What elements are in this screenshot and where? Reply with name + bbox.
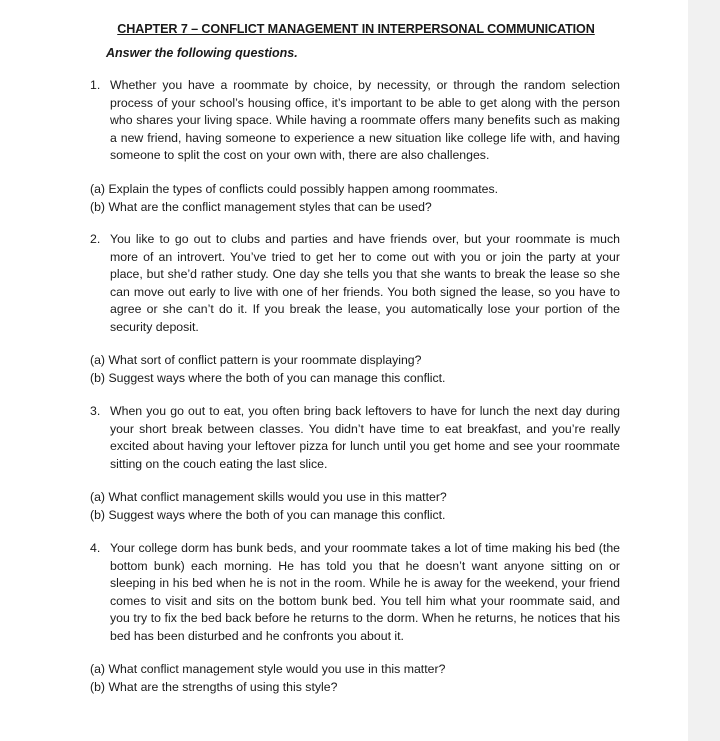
question-2-part-a: (a) What sort of conflict pattern is your roommate displaying? bbox=[90, 353, 422, 367]
question-text: You like to go out to clubs and parties and have friends over, but your roommate is much more of an introvert. You’ve tried to get her to come out with you or join the party at your place, but she’d rather study. One day she tells you that she wants to break the lease so she can move out early to live with one of her friends. You both signed the lease, so you have to agree or she can’t do it. If you break the lease, you automatically lose your portion of the security deposit. bbox=[110, 232, 620, 334]
question-text: When you go out to eat, you often bring back leftovers to have for lunch the next day during your short break between classes. You didn’t have time to eat breakfast, and you’re really excited about having your leftover pizza for lunch until you get home and see your roommate sitting on the couch eating the last slice. bbox=[110, 404, 620, 471]
question-1-part-b: (b) What are the conflict management styles that can be used? bbox=[90, 200, 432, 214]
question-2-part-b: (b) Suggest ways where the both of you can manage this conflict. bbox=[90, 371, 446, 385]
question-number: 2. bbox=[90, 232, 101, 246]
question-number: 1. bbox=[90, 78, 101, 92]
question-1 bbox=[90, 77, 620, 165]
question-3 bbox=[90, 403, 620, 473]
question-1-part-a: (a) Explain the types of conflicts could possibly happen among roommates. bbox=[90, 182, 499, 196]
question-4-part-b: (b) What are the strengths of using this style? bbox=[90, 680, 338, 694]
question-text: Your college dorm has bunk beds, and your roommate takes a lot of time making his bed (the bottom bunk) each morning. He has told you that he doesn’t want anyone sitting on or sleeping in his bed when he is not in the room. While he is away for the weekend, your friend comes to visit and sits on the bottom bunk bed. You tell him what your roommate said, and you try to fix the bed back before he returns to the dorm. When he returns, he notices that his bed has been disturbed and he confronts you about it. bbox=[110, 541, 620, 643]
question-text: Whether you have a roommate by choice, by necessity, or through the random selection process of your school’s housing office, it’s important to be able to get along with the person who shares your living space. While having a roommate offers many benefits such as making a new friend, having someone to experience a new situation like college life with, and having someone to split the cost on your own with, there are also challenges. bbox=[110, 78, 620, 163]
question-3-part-b: (b) Suggest ways where the both of you can manage this conflict. bbox=[90, 508, 446, 522]
question-4-part-a: (a) What conflict management style would you use in this matter? bbox=[90, 662, 446, 676]
chapter-title: CHAPTER 7 – CONFLICT MANAGEMENT IN INTERPERSONAL COMMUNICATION bbox=[117, 22, 595, 36]
question-3-part-a: (a) What conflict management skills would you use in this matter? bbox=[90, 490, 447, 504]
instructions: Answer the following questions. bbox=[106, 46, 298, 60]
question-2 bbox=[90, 231, 620, 337]
question-number: 4. bbox=[90, 541, 101, 555]
question-4 bbox=[90, 540, 620, 646]
question-number: 3. bbox=[90, 404, 101, 418]
